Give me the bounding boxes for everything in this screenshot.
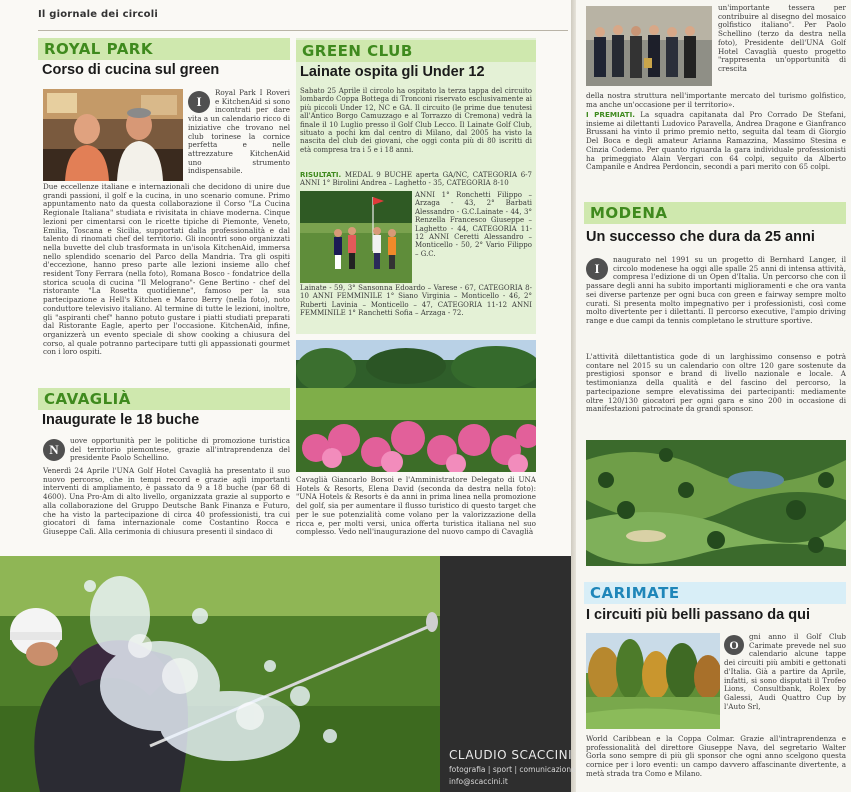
dropcap-royal-park: I <box>188 91 210 113</box>
carimate-side: O gni anno il Golf Club Carimate prevede nel suo calendario alcune tappe dei circuiti più ambiti e gettonati d'Italia. Già a partire da Aprile, infatti, si sono disputati il Trofeo Lions, Consultbank, Rolex by Galessi, Audi Quattro Cup by l'Auto Srl, <box>724 633 846 711</box>
photo-award-ceremony <box>586 6 712 86</box>
section-royal-park: ROYAL PARK <box>38 38 290 60</box>
section-carimate: CARIMATE <box>584 582 846 604</box>
modena-body: I naugurato nel 1991 su un progetto di Bernhard Langer, il circolo modenese ha oggi alle spalle 25 anni di intensa attività, compresa l'edizione di un Open d'Italia. Un percorso che con il passare degli anni ha subito importanti miglioramenti e che ora vanta sei diverse partenze per ogni buca con green e fairway sempre molto curati. Si presenta molto impegnativo per i professionisti, così come molto divertente per i dilettanti. Il percorso executive, l'ampio driving range e due campi da tennis completano le strutture sportive. <box>586 256 846 325</box>
headline-carimate: I circuiti più belli passano da qui <box>586 607 810 623</box>
cavaglia-body: Venerdì 24 Aprile l'UNA Golf Hotel Cavaglià ha presentato il suo nuovo percorso, che in tempi record e grazie agli importanti interventi di ampliamento, è passato da 9 a 18 buche (par 68 di 4600). Una Pro-Am di alto livello, organizzata grazie al supporto e alla collaborazione del Gruppo Deutsche Bank Finanza e Futuro, che ha visto la partecipazione di circa 40 professionisti, tra cui giocatori di fama internazionale come Costantino Rocca e Giuseppe Calì. Alla cerimonia di chiusura presenti il sindaco di <box>43 467 290 536</box>
dropcap-cavaglia: N <box>43 439 65 461</box>
royal-park-body: Due eccellenze italiane e internazionali che decidono di unire due grandi passioni, il golf e la cucina, in uno scenario comune. Primo appuntamento nato da questa collaborazione il Corso "La Cucina Regionale Italiana" studiata e rivisitata in chiave moderna. Cinque lezioni per cimentarsi con le ricette tipiche di Piemonte, Veneto, Emilia, Toscana e Sicilia, supportati dalla professionalità e dal talento di rinomati chef del territorio. Gli incontri sono organizzati nella buvette del club trasformata in un'isola KitchenAid, immersa nello splendido scenario del Parco della Mandria. Tra gli ospiti d'eccezione, hanno preso parte alle lezioni insieme allo chef resident Tony Ferrara (nella foto), Romana Bosco - fondatrice della storica scuola di cucina "Il Melograno"- Gene Bertino - chef del ristorante "La Rosetta quotidienne", famoso per la sua partecipazione a Hell's Kitchen e Marco Berry (nella foto), noto conduttore televisivo italiano. Al termine di tutte le lezioni, inoltre, gli "aspiranti chef" hanno potuto gustare i piatti studiati preparati dal Ristorante Eagle, aperto per l'occasione. KitchenAid, infine, organizzerà un evento speciale di show cooking a chiusura del corso, al quale potranno partecipare tutti gli appassionati gourmet con i loro ospiti. <box>43 183 290 357</box>
green-club-body: Sabato 25 Aprile il circolo ha ospitato la terza tappa del circuito lombardo Coppa Bottega di Tronconi riservato esclusivamente ai più piccoli Under 12, NC e GA. Il circuito (le prime due tenutesi all'Antico Borgo Camuzzago e al Torrazzo di Cremona) vedrà la finale il 10 Luglio presso il Golf Club Lecco. Il Lainate Golf Club, situato a pochi km dal centro di Milano, dal 2005 ha visto la nascita del club dei giovani, che oggi conta più di 80 iscritti di età compresa tra i 5 e i 18 anni. <box>300 87 532 154</box>
running-head: Il giornale dei circoli <box>38 9 158 20</box>
headline-cavaglia: Inaugurate le 18 buche <box>42 412 200 428</box>
photo-cavaglia-course <box>296 340 536 472</box>
green-club-results-side: ANNI 1° Ronchetti Filippo – Arzaga - 43, 2° Barbati Alessandro - G.C.Lainate - 44, 3° Renzella Francesco Giuseppe – Laghetto - 44, CATEGORIA 11-12 ANNI Ceretti Alessandro – Monticello - 50, 2° Vario Filippo – G.C. <box>415 191 532 258</box>
cavaglia-premiati: I PREMIATI. La squadra capitanata dal Pro Corrado De Stefani, insieme ai dilettanti Ludovico Paravella, Andrea Dragone e Gianfranco Brussani ha vinto il primo premio netto, seguita dal team di Giorgio Del Boca e degli amateur Arianna Ramazzina, Massimo Stesina e Cinzia Codemo. Per quanto riguarda la gara individuale professionisti ha primeggiato Alain Vergari con 64 colpi, seguito da Alberto Campanile e Andrea Perdoncin, secondi a pari merito con 65 colpi. <box>586 111 846 172</box>
section-modena: MODENA <box>584 202 846 224</box>
photo-modena-aerial <box>586 440 846 566</box>
photo-junior-golfers <box>300 191 412 283</box>
dropcap-carimate: O <box>724 635 744 655</box>
results-label: RISULTATI. <box>300 171 342 179</box>
modena-body-2: L'attività dilettantistica gode di un larghissimo consenso e potrà contare nel 2015 su un calendario con oltre 120 gare sostenute da prestigiosi sponsor e brand di livello nazionale e locale. A testimonianza della qualità e del fascino del percorso, la partecipazione sempre elevatissima dei partecipanti: mediamente oltre 120/130 giocatori per ogni gara e sino 200 in occasione di manifestazioni patrocinate da grandi sponsor. <box>586 353 846 414</box>
section-green-club: GREEN CLUB <box>296 40 536 62</box>
cavaglia-right-body: della nostra struttura nell'importante mercato del turismo golfistico, ma anche un'occasione per il territorio». <box>586 92 846 109</box>
headline-modena: Un successo che dura da 25 anni <box>586 229 815 245</box>
cavaglia-continued: Cavaglià Giancarlo Borsoi e l'Amministratore Delegato di UNA Hotels & Resorts, Elena David (seconda da destra nella foto): "UNA Hotels & Resorts è da anni in prima linea nella promozione del golf, sia per aumentare il flusso turistico di questo target che per le sue potenzialità come volano per la valorizzazione della ricca e, per molti versi, unica offerta turistica italiana nel suo complesso. Vedo nell'inaugurazione del nuovo campo di Cavaglià <box>296 476 536 537</box>
ad-brand-name: CLAUDIO SCACCINI <box>449 748 573 762</box>
ad-tagline: fotografia | sport | comunicazione <box>449 765 576 774</box>
section-cavaglia: CAVAGLIÀ <box>38 388 290 410</box>
premiati-label: I PREMIATI. <box>586 111 635 119</box>
ad-email[interactable]: info@scaccini.it <box>449 777 508 786</box>
headline-green-club: Lainate ospita gli Under 12 <box>300 64 485 80</box>
header-rule <box>38 30 568 31</box>
green-club-results-bottom: Lainate - 59, 3° Sansonna Edoardo – Varese - 67, CATEGORIA 8-10 ANNI FEMMINILE 1° Siano Virginia – Monticello - 46, 2° Ruberti Lavinia – Monticello – 47, CATEGORIA 11-12 ANNI FEMMINILE 1° Ranchetti Sofia – Arzaga - 72. <box>300 284 532 318</box>
green-club-results-top: RISULTATI. MEDAL 9 BUCHE aperta GA/NC, CATEGORIA 6-7 ANNI 1° Birolini Andrea – Laghetto - 35, CATEGORIA 8-10 <box>300 171 532 188</box>
cavaglia-intro: N uove opportunità per le politiche di promozione turistica del territorio piemontese, grazie all'intraprendenza del presidente Paolo Schellino. <box>43 437 290 467</box>
carimate-body: World Caribbean e la Coppa Colmar. Grazie all'intraprendenza e professionalità del direttore Giuseppe Nava, del segretario Walter Gorla sono sempre di più gli sponsor che ogni anno scelgono questa cornice per i loro eventi: un campo davvero affascinante divertente, a metà strada tra Como e Milano. <box>586 735 846 778</box>
photo-carimate-course <box>586 633 720 729</box>
headline-royal-park: Corso di cucina sul green <box>42 62 220 78</box>
photo-chefs <box>43 89 183 181</box>
cavaglia-right-side: un'importante tessera per contribuire al disegno del mosaico golfistico italiano". Per Paolo Schellino (terzo da destra nella foto), Presidente dell'UNA Golf Hotel Cavaglià questo progetto "rappresenta un'opportunità di crescita <box>718 4 846 73</box>
royal-park-intro: I Royal Park I Roveri e KitchenAid si sono incontrati per dare vita a un calendario ricco di iniziative che trovano nel club torinese la cornice perfetta e nelle attrezzature KitchenAid uno strumento indispensabile. <box>188 89 290 176</box>
dropcap-modena: I <box>586 258 608 280</box>
